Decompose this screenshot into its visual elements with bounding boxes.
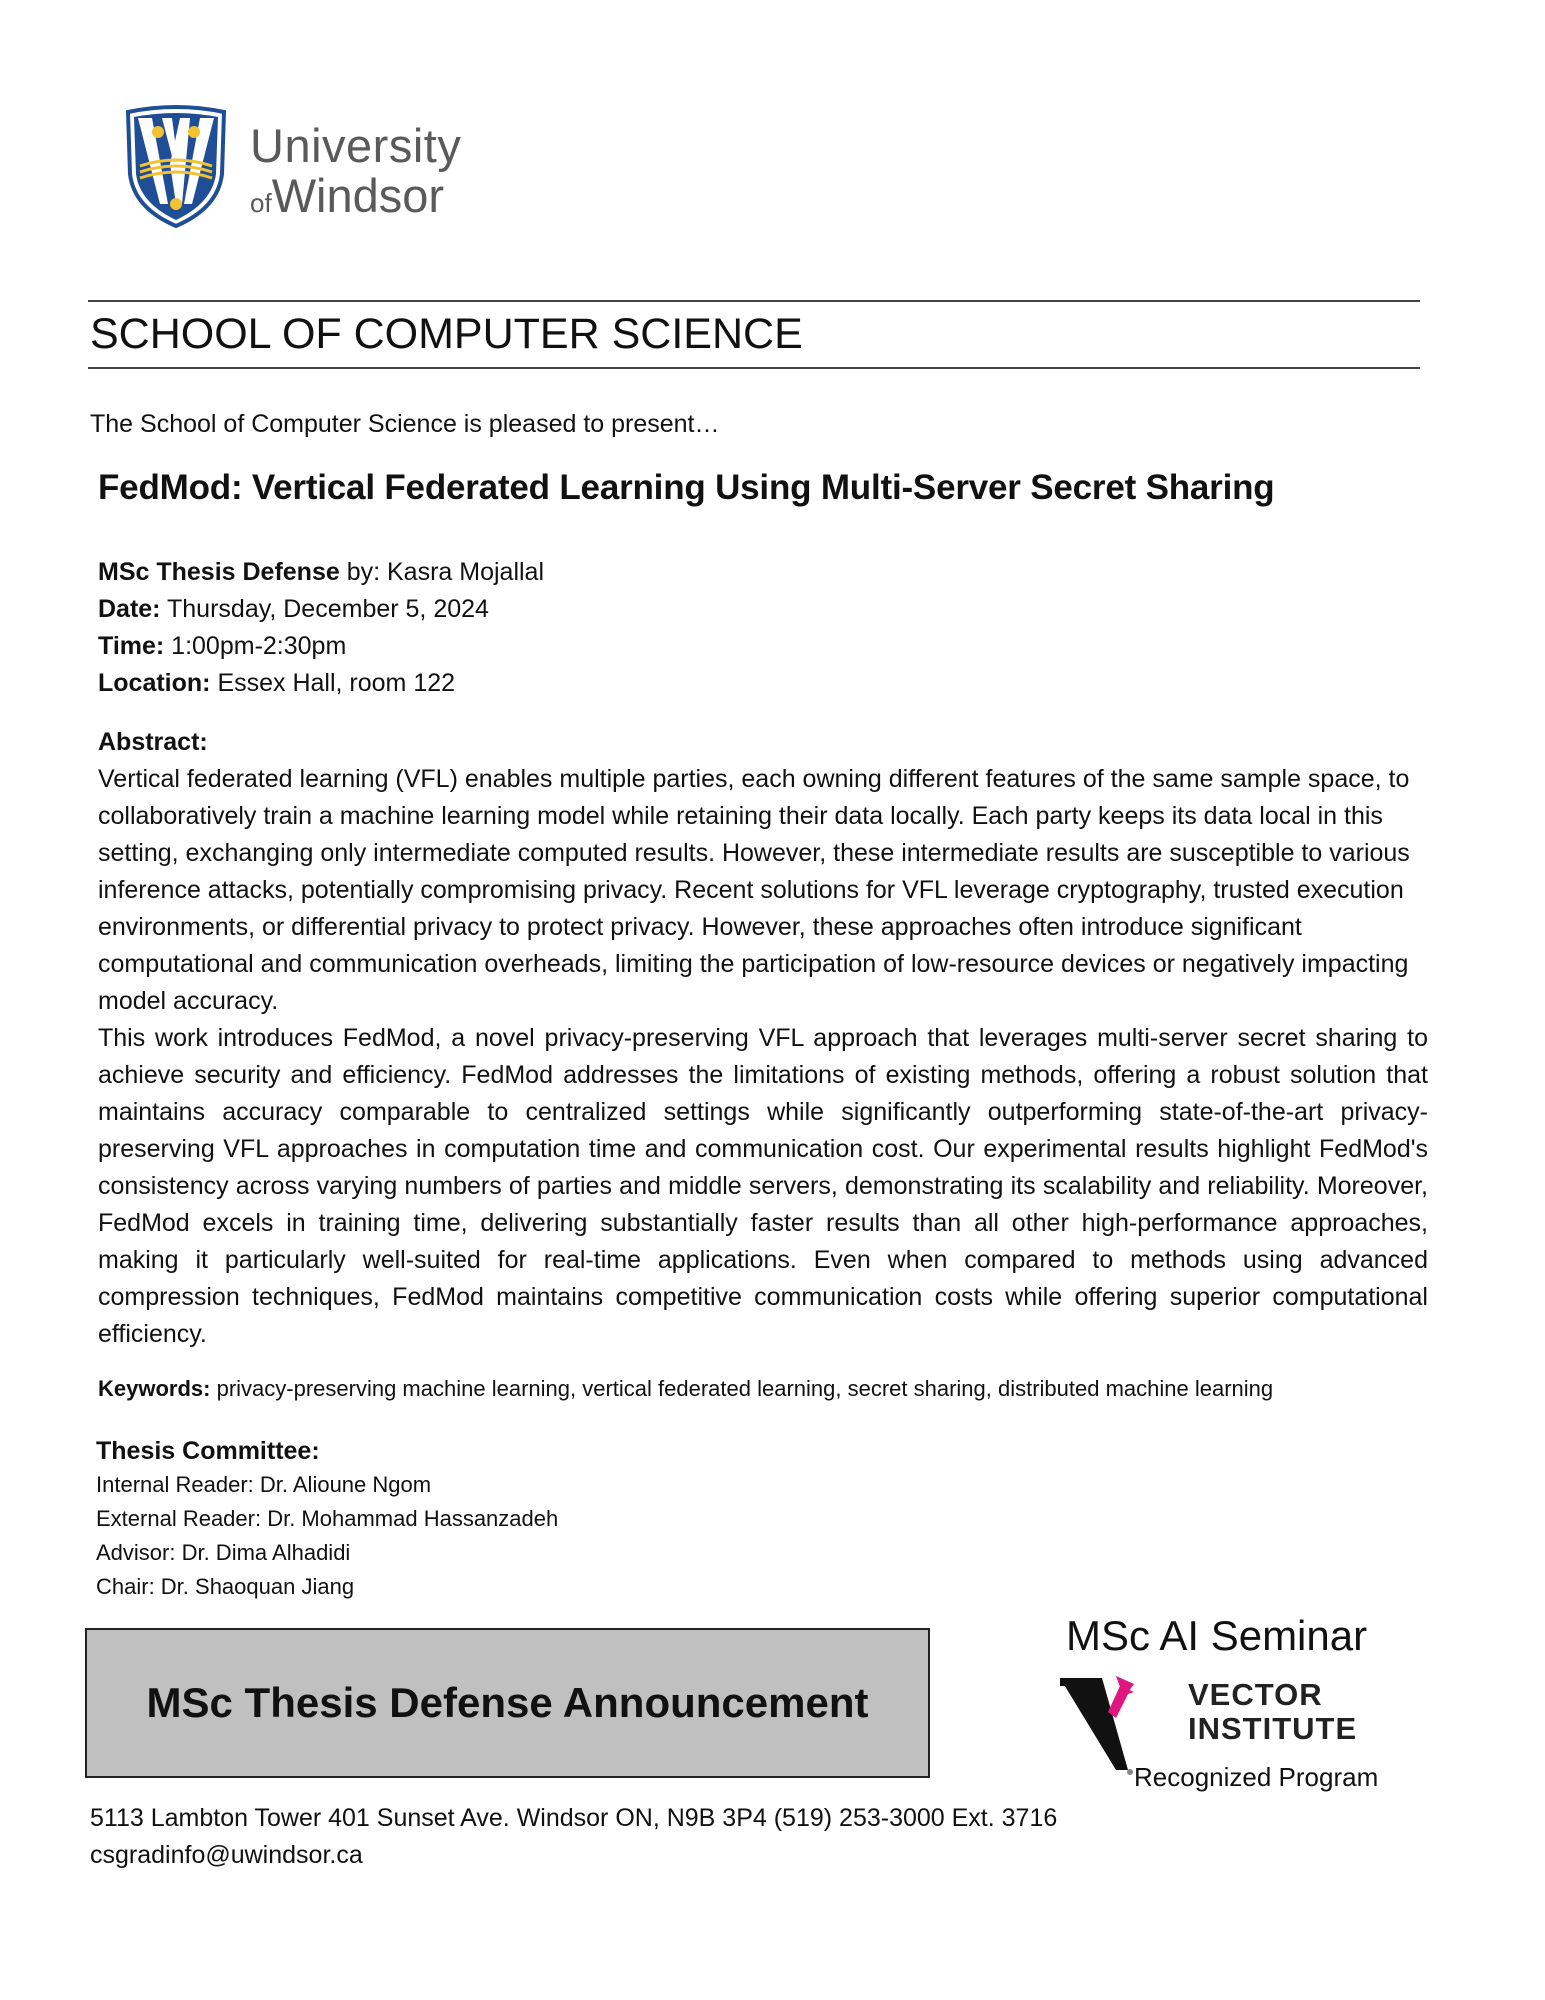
date-line xyxy=(98,591,489,628)
seminar-title: MSc AI Seminar xyxy=(1066,1612,1368,1659)
abstract-paragraph-2: This work introduces FedMod, a novel privacy-preserving VFL approach that leverages multi-server secret sharing to achieve security and efficiency. FedMod addresses the limitations of existing methods, offering a robust solution that maintains accuracy comparable to centralized settings while significantly outperforming state-of-the-art privacy-preserving VFL approaches in computation time and communication cost. Our experimental results highlight FedMod's consistency across varying numbers of parties and middle servers, demonstrating its scalability and reliability. Moreover, FedMod excels in training time, delivering substantially faster results than all other high-performance approaches, making it particularly well-suited for real-time applications. Even when compared to methods using advanced compression techniques, FedMod maintains competitive communication costs while offering superior computational efficiency. xyxy=(98,1024,1428,1348)
abstract-paragraph-1: Vertical federated learning (VFL) enables multiple parties, each owning different features of the same sample space, to collaboratively train a machine learning model while retaining their data locally. Each party keeps its data local in this setting, exchanging only intermediate computed results. However, these intermediate results are susceptible to various inference attacks, potentially compromising privacy. Recent solutions for VFL leverage cryptography, trusted execution environments, or differential privacy to protect privacy. However, these approaches often introduce significant computational and communication overheads, limiting the participation of low-resource devices or negatively impacting model accuracy. xyxy=(98,765,1410,1015)
presenter: by: Kasra Mojallal xyxy=(339,558,545,586)
keywords-label: Keywords: xyxy=(98,1376,211,1401)
keywords-line xyxy=(98,1376,1273,1402)
header-top-rule xyxy=(88,300,1420,302)
abstract-label: Abstract: xyxy=(98,728,208,756)
recognized-program-text: Recognized Program xyxy=(1134,1762,1379,1792)
logo-university-text: University xyxy=(250,119,462,172)
footer-address: 5113 Lambton Tower 401 Sunset Ave. Windsor ON, N9B 3P4 (519) 253-3000 Ext. 3716 xyxy=(90,1804,1058,1832)
committee-member: Internal Reader: Dr. Alioune Ngom xyxy=(96,1472,432,1497)
committee-member: External Reader: Dr. Mohammad Hassanzadeh xyxy=(96,1506,559,1531)
defense-line xyxy=(98,554,544,591)
location-value: Essex Hall, room 122 xyxy=(210,669,456,697)
committee-member: Chair: Dr. Shaoquan Jiang xyxy=(96,1574,355,1599)
committee-label: Thesis Committee: xyxy=(96,1437,320,1465)
keywords-value: privacy-preserving machine learning, vertical federated learning, secret sharing, distributed machine learning xyxy=(210,1376,1274,1401)
committee-section xyxy=(96,1434,558,1604)
university-shield-icon xyxy=(122,104,230,228)
header-bottom-rule xyxy=(88,367,1420,369)
date-value: Thursday, December 5, 2024 xyxy=(160,595,489,623)
announcement-text: MSc Thesis Defense Announcement xyxy=(146,1679,869,1726)
footer-email[interactable]: csgradinfo@uwindsor.ca xyxy=(90,1841,363,1869)
abstract-section xyxy=(98,724,1428,1353)
logo-of-text: of xyxy=(250,188,272,218)
location-label: Location: xyxy=(98,669,211,697)
date-label: Date: xyxy=(98,595,161,623)
university-logo xyxy=(122,104,482,228)
time-label: Time: xyxy=(98,632,165,660)
school-title: SCHOOL OF COMPUTER SCIENCE xyxy=(90,310,803,358)
thesis-title: FedMod: Vertical Federated Learning Using Multi-Server Secret Sharing xyxy=(98,468,1275,507)
logo-windsor-text: Windsor xyxy=(271,169,445,222)
committee-member: Advisor: Dr. Dima Alhadidi xyxy=(96,1540,351,1565)
vector-text: VECTOR xyxy=(1188,1677,1323,1712)
defense-label: MSc Thesis Defense xyxy=(98,558,340,586)
location-line xyxy=(98,665,455,702)
intro-text: The School of Computer Science is pleased to present… xyxy=(90,410,720,438)
footer-contact xyxy=(90,1800,1057,1874)
announcement-banner xyxy=(85,1628,930,1778)
time-line xyxy=(98,628,346,665)
institute-text: INSTITUTE xyxy=(1188,1711,1358,1746)
time-value: 1:00pm-2:30pm xyxy=(164,632,347,660)
